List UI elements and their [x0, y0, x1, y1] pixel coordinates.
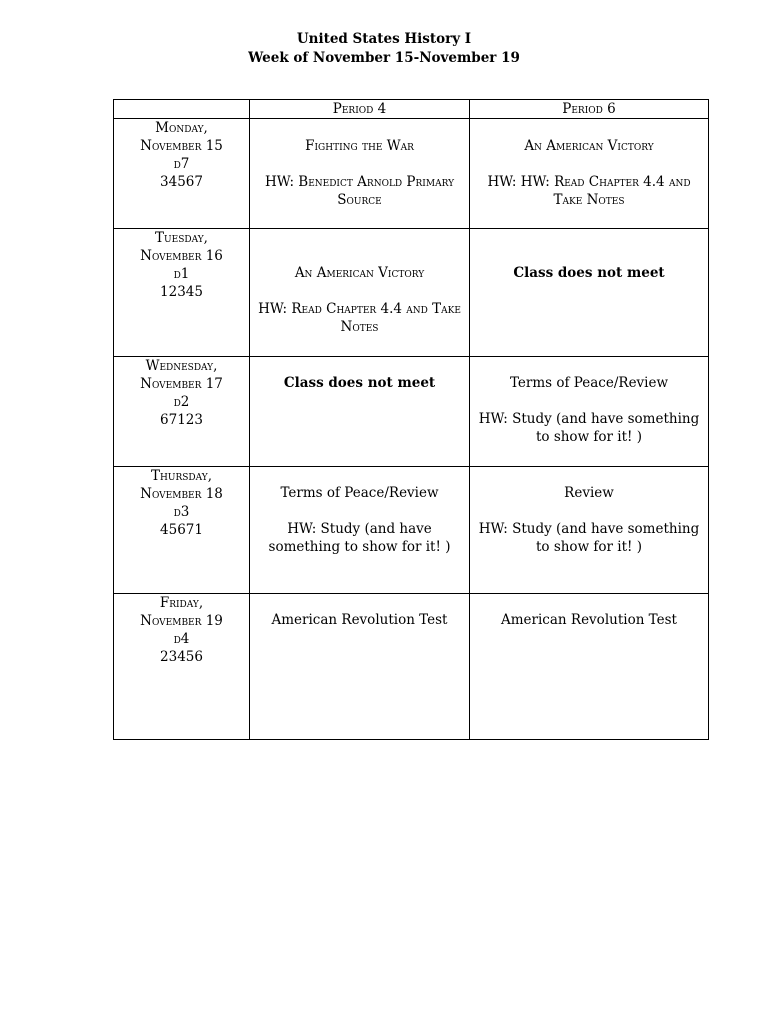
- day-date: November 15: [140, 138, 223, 154]
- lesson-title: American Revolution Test: [271, 612, 448, 628]
- period-6-cell-wednesday: [470, 357, 709, 467]
- table-row: [114, 357, 709, 467]
- period-4-cell-friday: [250, 594, 470, 740]
- table-row: [114, 594, 709, 740]
- day-date: November 19: [140, 613, 223, 629]
- period-4-cell-monday: [250, 119, 470, 229]
- day-cycle: d2: [173, 394, 190, 410]
- lesson-title: Review: [564, 485, 614, 501]
- period-6-cell-monday: [470, 119, 709, 229]
- day-cycle: d1: [173, 266, 190, 282]
- period-4-cell-wednesday: [250, 357, 470, 467]
- homework-text: HW: Study (and have something to show for it! ): [478, 521, 700, 555]
- day-cell-tuesday: [114, 229, 250, 357]
- day-name: Wednesday,: [145, 358, 218, 374]
- day-date: November 18: [140, 486, 223, 502]
- day-cycle: d3: [173, 504, 190, 520]
- day-date: November 16: [140, 248, 223, 264]
- table-row: [114, 229, 709, 357]
- lesson-title: Terms of Peace/Review: [509, 375, 669, 391]
- lesson-title: An American Victory: [524, 138, 654, 154]
- period-6-cell-friday: [470, 594, 709, 740]
- day-cycle: d7: [173, 156, 190, 172]
- day-name: Thursday,: [151, 468, 212, 484]
- day-name: Friday,: [159, 595, 204, 611]
- day-periods: 45671: [160, 522, 203, 538]
- period-4-cell-thursday: [250, 467, 470, 594]
- header-cell-period-6: Period 6: [470, 100, 709, 119]
- homework-text: HW: Study (and have something to show for it! ): [478, 411, 700, 445]
- header-cell-day: [114, 100, 250, 119]
- table-row: [114, 467, 709, 594]
- period-6-cell-tuesday: [470, 229, 709, 357]
- day-cell-friday: [114, 594, 250, 740]
- no-class-text: Class does not meet: [283, 375, 436, 391]
- homework-text: HW: Benedict Arnold Primary Source: [264, 174, 455, 208]
- lesson-title: American Revolution Test: [501, 612, 677, 628]
- homework-text: HW: Study (and have something to show for it! ): [268, 521, 451, 555]
- day-cell-wednesday: [114, 357, 250, 467]
- day-periods: 67123: [160, 412, 203, 428]
- day-periods: 23456: [160, 649, 203, 665]
- document-title: United States History I: [296, 31, 472, 47]
- day-periods: 34567: [160, 174, 203, 190]
- schedule-table: [113, 99, 709, 740]
- day-cell-thursday: [114, 467, 250, 594]
- table-header-row: [114, 100, 709, 119]
- document-header: [0, 30, 768, 68]
- lesson-title: Terms of Peace/Review: [280, 485, 439, 501]
- period-6-cell-thursday: [470, 467, 709, 594]
- table-row: [114, 119, 709, 229]
- document-subtitle: Week of November 15-November 19: [248, 50, 520, 66]
- lesson-title: An American Victory: [294, 265, 425, 281]
- day-cell-monday: [114, 119, 250, 229]
- header-cell-period-4: Period 4: [250, 100, 470, 119]
- day-periods: 12345: [160, 284, 203, 300]
- day-date: November 17: [140, 376, 223, 392]
- homework-text: HW: HW: Read Chapter 4.4 and Take Notes: [487, 174, 691, 208]
- day-name: Monday,: [155, 120, 208, 136]
- day-name: Tuesday,: [155, 230, 208, 246]
- homework-text: HW: Read Chapter 4.4 and Take Notes: [258, 301, 461, 335]
- lesson-title: Fighting the War: [305, 138, 414, 154]
- no-class-text: Class does not meet: [513, 265, 665, 281]
- period-4-cell-tuesday: [250, 229, 470, 357]
- day-cycle: d4: [173, 631, 190, 647]
